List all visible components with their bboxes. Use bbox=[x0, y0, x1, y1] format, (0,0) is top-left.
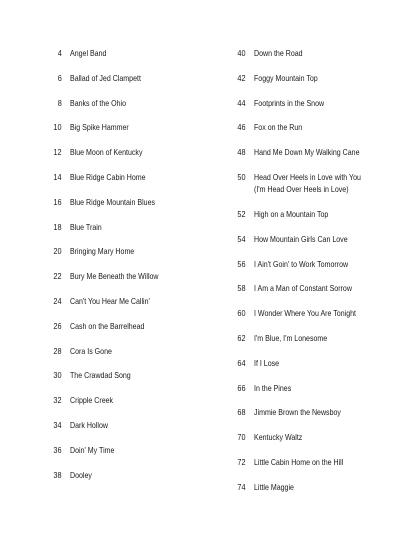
contents-entry bbox=[222, 406, 412, 431]
contents-entry bbox=[222, 357, 412, 382]
page-number bbox=[222, 258, 246, 270]
song-title: Little Cabin Home on the Hill bbox=[254, 456, 344, 467]
song-title: I Am a Man of Constant Sorrow bbox=[254, 283, 352, 294]
page-number bbox=[38, 47, 62, 59]
page-number-text: 50 bbox=[237, 171, 246, 182]
contents-entry bbox=[38, 171, 218, 196]
song-title: Hand Me Down My Walking Cane bbox=[254, 147, 360, 158]
page-number bbox=[222, 431, 246, 443]
page-number-text: 48 bbox=[237, 147, 246, 158]
page-number-text: 42 bbox=[237, 72, 246, 83]
song-title: Down the Road bbox=[254, 48, 303, 58]
page-number bbox=[222, 456, 246, 468]
song-title: Cash on the Barrelhead bbox=[70, 320, 145, 331]
contents-entry bbox=[38, 345, 218, 370]
song-title: I Ain't Goin' to Work Tomorrow bbox=[254, 258, 349, 269]
page-number-text: 8 bbox=[57, 97, 62, 108]
song-title: Banks of the Ohio bbox=[70, 97, 127, 108]
page-number bbox=[222, 208, 246, 220]
page-number bbox=[222, 146, 246, 158]
page-number bbox=[222, 357, 246, 369]
page-number bbox=[38, 270, 62, 282]
page-number-text: 22 bbox=[53, 271, 62, 282]
song-title: Footprints in the Snow bbox=[254, 97, 325, 108]
page-number bbox=[38, 320, 62, 332]
song-title: Bury Me Beneath the Willow bbox=[70, 271, 159, 282]
contents-entry bbox=[38, 47, 218, 72]
contents-entry bbox=[38, 419, 218, 444]
song-title: Angel Band bbox=[70, 48, 107, 58]
song-title: In the Pines bbox=[254, 382, 292, 393]
page-number bbox=[222, 282, 246, 294]
contents-column-right bbox=[222, 47, 412, 506]
contents-entry bbox=[222, 72, 412, 97]
page-number-text: 44 bbox=[237, 97, 246, 108]
contents-entry bbox=[222, 146, 412, 171]
page-number-text: 66 bbox=[237, 382, 246, 393]
song-title: Cripple Creek bbox=[70, 395, 114, 406]
song-title: How Mountain Girls Can Love bbox=[254, 233, 348, 244]
page-number-text: 70 bbox=[237, 432, 246, 443]
contents-entry bbox=[38, 444, 218, 469]
page-number-text: 20 bbox=[53, 246, 62, 257]
page-number-text: 4 bbox=[57, 48, 62, 58]
page-number bbox=[38, 245, 62, 257]
page-number bbox=[38, 196, 62, 208]
song-title: Fox on the Run bbox=[254, 122, 303, 133]
page-number-text: 12 bbox=[53, 147, 62, 158]
contents-entry bbox=[38, 97, 218, 122]
page-number bbox=[222, 72, 246, 84]
contents-entry bbox=[38, 221, 218, 246]
contents-entry bbox=[38, 146, 218, 171]
page-number bbox=[222, 233, 246, 245]
song-title: Jimmie Brown the Newsboy bbox=[254, 407, 341, 418]
page-number bbox=[222, 121, 246, 133]
contents-entry bbox=[38, 196, 218, 221]
song-title: The Crawdad Song bbox=[70, 370, 131, 381]
contents-entry bbox=[38, 320, 218, 345]
page-number-text: 72 bbox=[237, 456, 246, 467]
song-title: Foggy Mountain Top bbox=[254, 72, 318, 83]
page-number-text: 24 bbox=[53, 295, 62, 306]
contents-entry bbox=[222, 97, 412, 122]
page-number-text: 46 bbox=[237, 122, 246, 133]
page-number bbox=[222, 47, 246, 59]
contents-entry bbox=[222, 121, 412, 146]
song-title: Blue Train bbox=[70, 221, 102, 232]
page-number bbox=[38, 345, 62, 357]
contents-entry bbox=[38, 270, 218, 295]
contents-entry bbox=[222, 258, 412, 283]
page-number bbox=[38, 469, 62, 481]
page-number bbox=[38, 97, 62, 109]
song-title: Dooley bbox=[70, 469, 92, 480]
song-title: Blue Moon of Kentucky bbox=[70, 147, 143, 158]
page-number bbox=[222, 307, 246, 319]
page-number bbox=[38, 171, 62, 183]
contents-entry bbox=[222, 233, 412, 258]
page-number-text: 36 bbox=[53, 444, 62, 455]
page-number-text: 18 bbox=[53, 221, 62, 232]
page-number-text: 60 bbox=[237, 308, 246, 319]
page-number bbox=[38, 72, 62, 84]
page-number bbox=[38, 146, 62, 158]
page-number bbox=[222, 382, 246, 394]
song-title: Big Spike Hammer bbox=[70, 122, 129, 133]
song-title: Can't You Hear Me Callin' bbox=[70, 295, 150, 306]
song-title: Cora Is Gone bbox=[70, 345, 112, 356]
page-number-text: 52 bbox=[237, 208, 246, 219]
page-number-text: 14 bbox=[53, 171, 62, 182]
song-title: Doin' My Time bbox=[70, 444, 115, 455]
page-number-text: 26 bbox=[53, 320, 62, 331]
page-number-text: 58 bbox=[237, 283, 246, 294]
page-number bbox=[38, 444, 62, 456]
page-number bbox=[38, 295, 62, 307]
page-number-text: 62 bbox=[237, 332, 246, 343]
page-number bbox=[38, 419, 62, 431]
song-title: If I Lose bbox=[254, 357, 280, 368]
page-number bbox=[222, 481, 246, 493]
page-number bbox=[38, 221, 62, 233]
song-title: Dark Hollow bbox=[70, 419, 108, 430]
page-number-text: 28 bbox=[53, 345, 62, 356]
contents-entry bbox=[38, 72, 218, 97]
contents-entry bbox=[222, 208, 412, 233]
contents-entry bbox=[38, 245, 218, 270]
page-number-text: 34 bbox=[53, 419, 62, 430]
page-number-text: 38 bbox=[53, 469, 62, 480]
page-number bbox=[38, 394, 62, 406]
contents-entry bbox=[222, 171, 412, 208]
song-title: Kentucky Waltz bbox=[254, 432, 303, 443]
page-number-text: 64 bbox=[237, 357, 246, 368]
contents-entry bbox=[38, 394, 218, 419]
contents-entry bbox=[38, 295, 218, 320]
song-title: Blue Ridge Cabin Home bbox=[70, 171, 146, 182]
page-number bbox=[222, 406, 246, 418]
page-number-text: 10 bbox=[53, 122, 62, 133]
page-number bbox=[38, 369, 62, 381]
contents-entry bbox=[222, 47, 412, 72]
song-title: Head Over Heels in Love with You (I'm Head Over Heels in Love) bbox=[254, 171, 361, 194]
page-number bbox=[222, 332, 246, 344]
contents-entry bbox=[222, 307, 412, 332]
song-title: I'm Blue, I'm Lonesome bbox=[254, 332, 328, 343]
contents-entry bbox=[222, 431, 412, 456]
contents-entry bbox=[222, 481, 412, 506]
page-number-text: 40 bbox=[237, 48, 246, 58]
contents-entry bbox=[38, 369, 218, 394]
song-title: Ballad of Jed Clampett bbox=[70, 72, 141, 83]
song-title: Blue Ridge Mountain Blues bbox=[70, 196, 156, 207]
song-title: Little Maggie bbox=[254, 481, 294, 492]
page-number-text: 68 bbox=[237, 407, 246, 418]
page-number-text: 30 bbox=[53, 370, 62, 381]
page-number-text: 16 bbox=[53, 196, 62, 207]
song-title: High on a Mountain Top bbox=[254, 208, 329, 219]
page-number bbox=[222, 97, 246, 109]
page-number-text: 54 bbox=[237, 233, 246, 244]
contents-entry bbox=[38, 121, 218, 146]
page-number-text: 6 bbox=[57, 72, 62, 83]
contents-entry bbox=[222, 332, 412, 357]
contents-entry bbox=[222, 456, 412, 481]
page-number bbox=[38, 121, 62, 133]
song-title: Bringing Mary Home bbox=[70, 246, 135, 257]
page-number bbox=[222, 171, 246, 183]
contents-column-left bbox=[38, 47, 218, 493]
page-number-text: 32 bbox=[53, 395, 62, 406]
page-number-text: 56 bbox=[237, 258, 246, 269]
contents-entry bbox=[222, 282, 412, 307]
page-number-text: 74 bbox=[237, 481, 246, 492]
contents-entry bbox=[222, 382, 412, 407]
song-title: I Wonder Where You Are Tonight bbox=[254, 308, 356, 319]
contents-entry bbox=[38, 469, 218, 494]
